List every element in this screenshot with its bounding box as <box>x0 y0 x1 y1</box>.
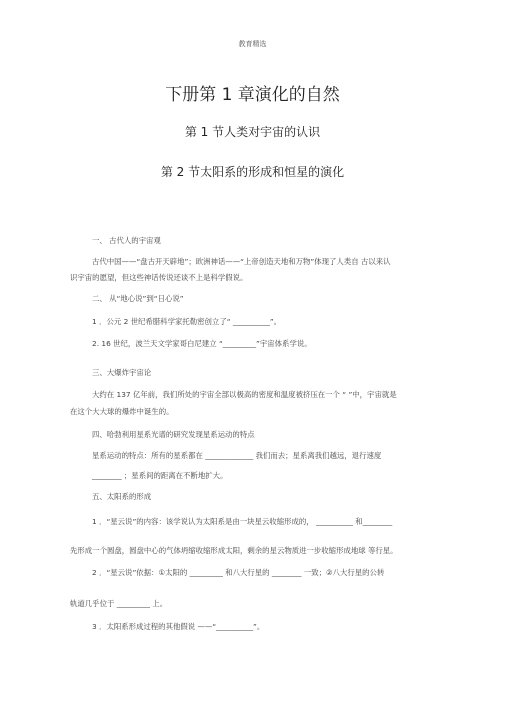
paragraph-line: 大约在 137 亿年前，我们所处的宇宙全部以极高的密度和温度被挤压在一个 “ ”中，宇宙就是 <box>92 390 397 399</box>
fill-blank-line: 2. 16 世纪，波兰天文学家哥白尼建立 “_________”宇宙体系学说。 <box>92 339 312 348</box>
heading-geocentric-heliocentric: 二、 从“地心说”到“日心说” <box>92 294 184 303</box>
fill-blank-line: 1 ．公元 2 世纪希腊科学家托勒密创立了“ __________”。 <box>92 317 282 326</box>
paragraph-line: 先形成一个圆盘，圆盘中心的气体坍缩收缩形成太阳，剩余的星云物质进一步收缩形成地球 等行星。 <box>70 546 398 555</box>
fill-blank-line: 3 ．太阳系形成过程的其他假说 ——“__________”。 <box>92 622 265 631</box>
fill-blank-line: 2 ．“星云说”依据：①太阳的 _________ 和八大行星的 ________ 一致；②八大行星的公转 <box>92 568 385 577</box>
paragraph-line: 识宇宙的愿望，但这些神话传说还谈不上是科学假说。 <box>70 273 248 282</box>
section-title-1: 第 1 节人类对宇宙的认识 <box>184 125 321 139</box>
page-header: 教育精选 <box>238 40 267 48</box>
section-title-2: 第 2 节太阳系的形成和恒星的演化 <box>160 165 345 179</box>
fill-blank-line: 星系运动的特点：所有的星系都在 _____________ 我们而去；星系离我们越远，退行速度 <box>92 451 382 460</box>
heading-big-bang: 三、大爆炸宇宙论 <box>92 368 152 377</box>
fill-blank-line: 1 ．“星云说”的内容：该学说认为太阳系是由一块星云收缩形成的， __________ 和________ <box>92 517 393 526</box>
fill-blank-line: ________ ；星系间的距离在不断地扩大。 <box>92 471 228 480</box>
paragraph-line: 古代中国——“盘古开天辟地”；欧洲神话——“上帝创造天地和万物”体现了人类自 古以来认 <box>92 257 391 266</box>
heading-hubble: 四、哈勃利用星系光谱的研究发现星系运动的特点 <box>92 430 255 439</box>
heading-ancient-cosmology: 一、 古代人的宇宙观 <box>92 236 161 245</box>
paragraph-line: 在这个大大球的爆炸中诞生的。 <box>70 407 174 416</box>
heading-solar-system: 五、太阳系的形成 <box>92 492 152 501</box>
fill-blank-line: 轨道几乎位于 _________ 上。 <box>70 599 168 608</box>
chapter-title: 下册第 1 章演化的自然 <box>165 85 340 105</box>
